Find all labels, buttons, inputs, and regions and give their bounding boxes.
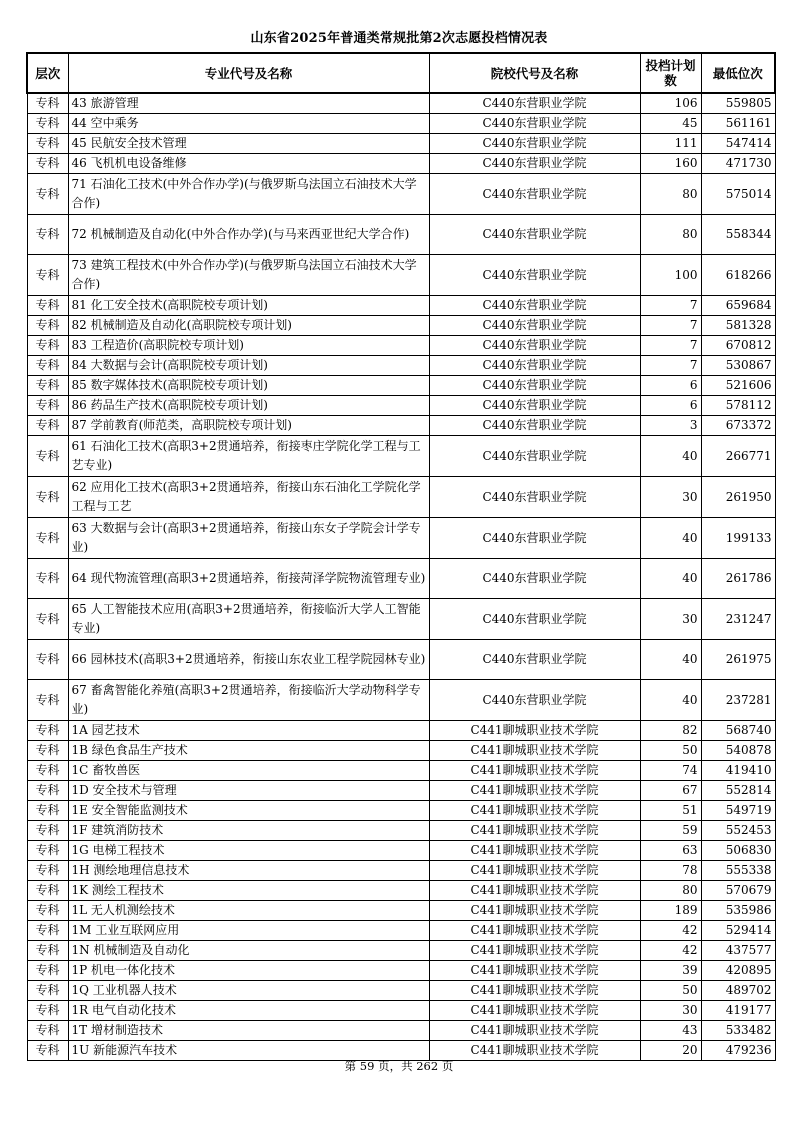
cell-level: 专科 — [27, 416, 68, 436]
cell-level: 专科 — [27, 93, 68, 114]
header-row — [27, 53, 775, 93]
table-row — [27, 396, 775, 416]
cell-level: 专科 — [27, 559, 68, 599]
cell-rank: 659684 — [701, 296, 775, 316]
cell-plan: 80 — [640, 881, 701, 901]
table-row — [27, 93, 775, 114]
cell-school: C440东营职业学院 — [429, 396, 640, 416]
cell-major: 72 机械制造及自动化(中外合作办学)(与马来西亚世纪大学合作) — [68, 215, 429, 255]
table-row — [27, 741, 775, 761]
table-row — [27, 436, 775, 477]
cell-level: 专科 — [27, 336, 68, 356]
table-row — [27, 680, 775, 721]
cell-school: C440东营职业学院 — [429, 93, 640, 114]
cell-school: C440东营职业学院 — [429, 296, 640, 316]
table-row — [27, 296, 775, 316]
cell-rank: 231247 — [701, 599, 775, 640]
cell-school: C440东营职业学院 — [429, 154, 640, 174]
cell-major: 1K 测绘工程技术 — [68, 881, 429, 901]
cell-major: 1D 安全技术与管理 — [68, 781, 429, 801]
cell-school: C440东营职业学院 — [429, 114, 640, 134]
cell-rank: 533482 — [701, 1021, 775, 1041]
cell-rank: 552453 — [701, 821, 775, 841]
cell-major: 1E 安全智能监测技术 — [68, 801, 429, 821]
cell-major: 1R 电气自动化技术 — [68, 1001, 429, 1021]
cell-major: 83 工程造价(高职院校专项计划) — [68, 336, 429, 356]
cell-school: C440东营职业学院 — [429, 640, 640, 680]
cell-rank: 568740 — [701, 721, 775, 741]
cell-rank: 419177 — [701, 1001, 775, 1021]
cell-plan: 42 — [640, 941, 701, 961]
cell-school: C441聊城职业技术学院 — [429, 801, 640, 821]
cell-level: 专科 — [27, 640, 68, 680]
cell-plan: 40 — [640, 640, 701, 680]
cell-school: C441聊城职业技术学院 — [429, 821, 640, 841]
cell-major: 1F 建筑消防技术 — [68, 821, 429, 841]
cell-rank: 419410 — [701, 761, 775, 781]
table-row — [27, 1021, 775, 1041]
table-row — [27, 215, 775, 255]
cell-school: C440东营职业学院 — [429, 436, 640, 477]
cell-school: C441聊城职业技术学院 — [429, 921, 640, 941]
cell-rank: 261786 — [701, 559, 775, 599]
cell-rank: 479236 — [701, 1041, 775, 1061]
cell-major: 45 民航安全技术管理 — [68, 134, 429, 154]
cell-school: C440东营职业学院 — [429, 134, 640, 154]
cell-rank: 673372 — [701, 416, 775, 436]
table-row — [27, 559, 775, 599]
cell-major: 63 大数据与会计(高职3+2贯通培养，衔接山东女子学院会计学专业) — [68, 518, 429, 559]
cell-rank: 535986 — [701, 901, 775, 921]
cell-rank: 437577 — [701, 941, 775, 961]
cell-rank: 549719 — [701, 801, 775, 821]
header-rank: 最低位次 — [701, 53, 775, 93]
cell-plan: 40 — [640, 436, 701, 477]
cell-plan: 20 — [640, 1041, 701, 1061]
cell-rank: 547414 — [701, 134, 775, 154]
cell-level: 专科 — [27, 801, 68, 821]
table-row — [27, 981, 775, 1001]
cell-plan: 7 — [640, 296, 701, 316]
table-row — [27, 376, 775, 396]
table-row — [27, 255, 775, 296]
cell-plan: 30 — [640, 477, 701, 518]
cell-plan: 100 — [640, 255, 701, 296]
cell-rank: 237281 — [701, 680, 775, 721]
table-row — [27, 336, 775, 356]
cell-major: 81 化工安全技术(高职院校专项计划) — [68, 296, 429, 316]
table-row — [27, 174, 775, 215]
cell-major: 1G 电梯工程技术 — [68, 841, 429, 861]
cell-level: 专科 — [27, 680, 68, 721]
cell-school: C441聊城职业技术学院 — [429, 1041, 640, 1061]
cell-rank: 489702 — [701, 981, 775, 1001]
cell-school: C441聊城职业技术学院 — [429, 961, 640, 981]
cell-plan: 3 — [640, 416, 701, 436]
cell-school: C441聊城职业技术学院 — [429, 981, 640, 1001]
cell-major: 1U 新能源汽车技术 — [68, 1041, 429, 1061]
cell-plan: 106 — [640, 93, 701, 114]
cell-school: C440东营职业学院 — [429, 316, 640, 336]
cell-plan: 30 — [640, 1001, 701, 1021]
cell-level: 专科 — [27, 518, 68, 559]
cell-plan: 39 — [640, 961, 701, 981]
header-plan: 投档计划数 — [640, 53, 701, 93]
cell-level: 专科 — [27, 316, 68, 336]
cell-rank: 578112 — [701, 396, 775, 416]
cell-major: 65 人工智能技术应用(高职3+2贯通培养，衔接临沂大学人工智能专业) — [68, 599, 429, 640]
cell-school: C441聊城职业技术学院 — [429, 881, 640, 901]
cell-rank: 266771 — [701, 436, 775, 477]
table-row — [27, 640, 775, 680]
cell-level: 专科 — [27, 961, 68, 981]
cell-level: 专科 — [27, 741, 68, 761]
cell-level: 专科 — [27, 215, 68, 255]
table-row — [27, 416, 775, 436]
cell-plan: 80 — [640, 174, 701, 215]
table-row — [27, 356, 775, 376]
cell-level: 专科 — [27, 599, 68, 640]
cell-rank: 570679 — [701, 881, 775, 901]
page-title: 山东省2025年普通类常规批第2次志愿投档情况表 — [250, 31, 548, 46]
cell-level: 专科 — [27, 134, 68, 154]
cell-school: C440东营职业学院 — [429, 336, 640, 356]
table-row — [27, 961, 775, 981]
table-row — [27, 154, 775, 174]
cell-level: 专科 — [27, 356, 68, 376]
cell-school: C441聊城职业技术学院 — [429, 901, 640, 921]
cell-school: C441聊城职业技术学院 — [429, 941, 640, 961]
cell-plan: 40 — [640, 518, 701, 559]
table-row — [27, 901, 775, 921]
cell-major: 73 建筑工程技术(中外合作办学)(与俄罗斯乌法国立石油技术大学合作) — [68, 255, 429, 296]
cell-school: C441聊城职业技术学院 — [429, 721, 640, 741]
cell-plan: 30 — [640, 599, 701, 640]
cell-level: 专科 — [27, 841, 68, 861]
table-row — [27, 841, 775, 861]
cell-level: 专科 — [27, 901, 68, 921]
cell-school: C440东营职业学院 — [429, 255, 640, 296]
cell-rank: 261950 — [701, 477, 775, 518]
cell-major: 71 石油化工技术(中外合作办学)(与俄罗斯乌法国立石油技术大学合作) — [68, 174, 429, 215]
table-row — [27, 821, 775, 841]
cell-plan: 67 — [640, 781, 701, 801]
cell-rank: 618266 — [701, 255, 775, 296]
cell-rank: 420895 — [701, 961, 775, 981]
cell-level: 专科 — [27, 821, 68, 841]
cell-rank: 471730 — [701, 154, 775, 174]
admission-table — [26, 52, 776, 1061]
cell-plan: 82 — [640, 721, 701, 741]
table-row — [27, 599, 775, 640]
cell-plan: 45 — [640, 114, 701, 134]
cell-school: C441聊城职业技术学院 — [429, 841, 640, 861]
cell-level: 专科 — [27, 881, 68, 901]
cell-school: C440东营职业学院 — [429, 215, 640, 255]
cell-major: 67 畜禽智能化养殖(高职3+2贯通培养，衔接临沂大学动物科学专业) — [68, 680, 429, 721]
table-row — [27, 761, 775, 781]
cell-level: 专科 — [27, 861, 68, 881]
cell-plan: 6 — [640, 376, 701, 396]
page-footer: 第 59 页，共 262 页 — [344, 1059, 454, 1073]
cell-plan: 7 — [640, 356, 701, 376]
cell-level: 专科 — [27, 721, 68, 741]
cell-major: 1N 机械制造及自动化 — [68, 941, 429, 961]
cell-level: 专科 — [27, 154, 68, 174]
cell-school: C440东营职业学院 — [429, 356, 640, 376]
cell-rank: 540878 — [701, 741, 775, 761]
cell-major: 1Q 工业机器人技术 — [68, 981, 429, 1001]
cell-school: C441聊城职业技术学院 — [429, 781, 640, 801]
table-row — [27, 134, 775, 154]
cell-plan: 40 — [640, 559, 701, 599]
cell-rank: 552814 — [701, 781, 775, 801]
cell-rank: 555338 — [701, 861, 775, 881]
cell-major: 46 飞机机电设备维修 — [68, 154, 429, 174]
cell-level: 专科 — [27, 781, 68, 801]
cell-plan: 63 — [640, 841, 701, 861]
cell-school: C440东营职业学院 — [429, 477, 640, 518]
header-level: 层次 — [27, 53, 68, 93]
table-row — [27, 518, 775, 559]
cell-rank: 558344 — [701, 215, 775, 255]
cell-school: C440东营职业学院 — [429, 376, 640, 396]
header-major: 专业代号及名称 — [68, 53, 429, 93]
cell-level: 专科 — [27, 114, 68, 134]
table-row — [27, 941, 775, 961]
cell-level: 专科 — [27, 376, 68, 396]
cell-plan: 74 — [640, 761, 701, 781]
cell-level: 专科 — [27, 1001, 68, 1021]
cell-major: 85 数字媒体技术(高职院校专项计划) — [68, 376, 429, 396]
table-row — [27, 881, 775, 901]
cell-school: C440东营职业学院 — [429, 680, 640, 721]
cell-level: 专科 — [27, 436, 68, 477]
cell-major: 61 石油化工技术(高职3+2贯通培养，衔接枣庄学院化学工程与工艺专业) — [68, 436, 429, 477]
cell-plan: 6 — [640, 396, 701, 416]
cell-level: 专科 — [27, 761, 68, 781]
cell-rank: 261975 — [701, 640, 775, 680]
cell-plan: 51 — [640, 801, 701, 821]
cell-rank: 506830 — [701, 841, 775, 861]
cell-school: C440东营职业学院 — [429, 416, 640, 436]
cell-plan: 111 — [640, 134, 701, 154]
table-row — [27, 801, 775, 821]
cell-major: 87 学前教育(师范类，高职院校专项计划) — [68, 416, 429, 436]
cell-plan: 50 — [640, 981, 701, 1001]
cell-school: C440东营职业学院 — [429, 518, 640, 559]
cell-plan: 7 — [640, 336, 701, 356]
cell-rank: 581328 — [701, 316, 775, 336]
cell-major: 82 机械制造及自动化(高职院校专项计划) — [68, 316, 429, 336]
cell-level: 专科 — [27, 1041, 68, 1061]
cell-major: 1H 测绘地理信息技术 — [68, 861, 429, 881]
cell-plan: 80 — [640, 215, 701, 255]
cell-rank: 561161 — [701, 114, 775, 134]
cell-rank: 529414 — [701, 921, 775, 941]
table-row — [27, 477, 775, 518]
cell-level: 专科 — [27, 477, 68, 518]
table-row — [27, 316, 775, 336]
cell-plan: 160 — [640, 154, 701, 174]
table-body — [27, 93, 775, 1061]
cell-plan: 40 — [640, 680, 701, 721]
cell-level: 专科 — [27, 941, 68, 961]
cell-level: 专科 — [27, 396, 68, 416]
cell-rank: 530867 — [701, 356, 775, 376]
cell-major: 86 药品生产技术(高职院校专项计划) — [68, 396, 429, 416]
cell-level: 专科 — [27, 921, 68, 941]
cell-major: 43 旅游管理 — [68, 93, 429, 114]
table-row — [27, 114, 775, 134]
cell-major: 1B 绿色食品生产技术 — [68, 741, 429, 761]
cell-school: C441聊城职业技术学院 — [429, 1021, 640, 1041]
cell-major: 1M 工业互联网应用 — [68, 921, 429, 941]
cell-plan: 189 — [640, 901, 701, 921]
cell-rank: 521606 — [701, 376, 775, 396]
cell-major: 1A 园艺技术 — [68, 721, 429, 741]
cell-major: 66 园林技术(高职3+2贯通培养，衔接山东农业工程学院园林专业) — [68, 640, 429, 680]
cell-rank: 199133 — [701, 518, 775, 559]
cell-rank: 559805 — [701, 93, 775, 114]
cell-school: C441聊城职业技术学院 — [429, 861, 640, 881]
cell-school: C441聊城职业技术学院 — [429, 1001, 640, 1021]
cell-major: 84 大数据与会计(高职院校专项计划) — [68, 356, 429, 376]
cell-plan: 78 — [640, 861, 701, 881]
table-row — [27, 1001, 775, 1021]
cell-school: C440东营职业学院 — [429, 599, 640, 640]
cell-major: 1L 无人机测绘技术 — [68, 901, 429, 921]
table-row — [27, 781, 775, 801]
cell-school: C440东营职业学院 — [429, 559, 640, 599]
cell-plan: 50 — [640, 741, 701, 761]
cell-major: 64 现代物流管理(高职3+2贯通培养，衔接菏泽学院物流管理专业) — [68, 559, 429, 599]
cell-major: 44 空中乘务 — [68, 114, 429, 134]
cell-plan: 59 — [640, 821, 701, 841]
cell-school: C441聊城职业技术学院 — [429, 741, 640, 761]
table-row — [27, 921, 775, 941]
header-school: 院校代号及名称 — [429, 53, 640, 93]
cell-plan: 43 — [640, 1021, 701, 1041]
cell-level: 专科 — [27, 1021, 68, 1041]
cell-plan: 42 — [640, 921, 701, 941]
table-row — [27, 721, 775, 741]
table-row — [27, 861, 775, 881]
cell-rank: 670812 — [701, 336, 775, 356]
cell-level: 专科 — [27, 981, 68, 1001]
cell-major: 1T 增材制造技术 — [68, 1021, 429, 1041]
cell-major: 62 应用化工技术(高职3+2贯通培养，衔接山东石油化工学院化学工程与工艺 — [68, 477, 429, 518]
cell-plan: 7 — [640, 316, 701, 336]
cell-major: 1C 畜牧兽医 — [68, 761, 429, 781]
cell-level: 专科 — [27, 296, 68, 316]
cell-major: 1P 机电一体化技术 — [68, 961, 429, 981]
cell-rank: 575014 — [701, 174, 775, 215]
cell-level: 专科 — [27, 174, 68, 215]
cell-school: C440东营职业学院 — [429, 174, 640, 215]
cell-level: 专科 — [27, 255, 68, 296]
cell-school: C441聊城职业技术学院 — [429, 761, 640, 781]
